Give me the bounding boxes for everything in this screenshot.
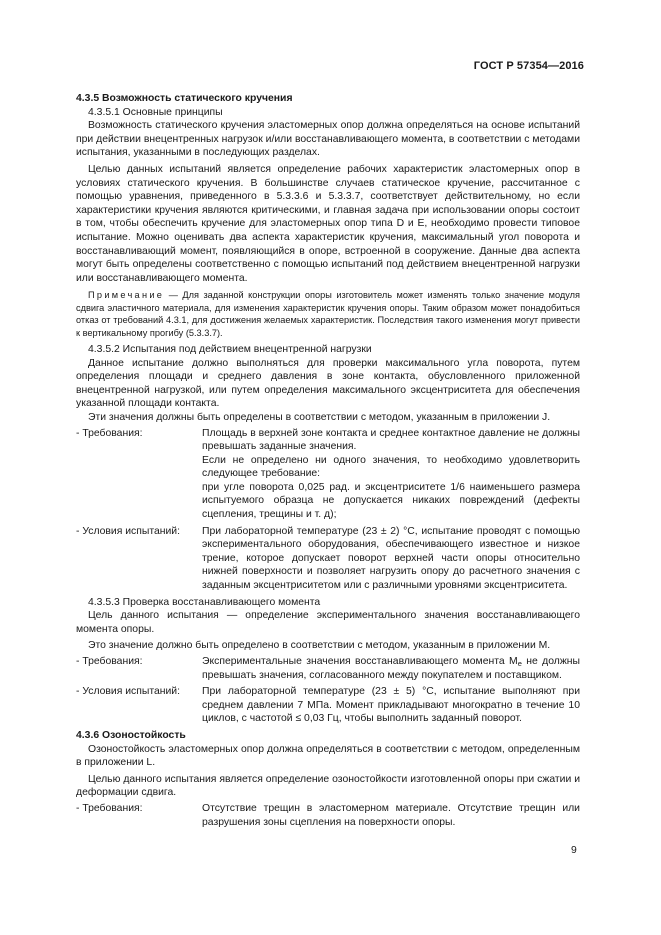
conditions-text — [202, 525, 580, 593]
subsection-4352-title: 4.3.5.2 Испытания под действием внецентренной нагрузки — [88, 343, 372, 355]
requirement-label: - Требования: — [76, 802, 143, 814]
requirement-line-1: Площадь в верхней зоне контакта и среднее контактное давление не должны превышать заданные значения. — [202, 427, 580, 453]
note-label: Примечание — [88, 290, 165, 301]
page-number: 9 — [571, 845, 577, 856]
paragraph-4352-2: Эти значения должны быть определены в соответствии с методом, указанным в приложении J. — [88, 411, 551, 423]
conditions-label: - Условия испытаний: — [76, 525, 180, 537]
paragraph-436-2: Целью данного испытания является определение озоностойкости изготовленной опоры при сжатии и деформации сдвига. — [76, 773, 580, 799]
conditions-text — [202, 685, 580, 726]
note-text: — Для заданной конструкции опоры изготовитель может изменять только значение модуля сдвига эластичного материала, для изменения характеристик кручения опоры. Таким образом может понадобиться отказ от требований 4.3.1, для достижения желаемых характеристик. Последствия такого изменения могут привести к вертикальному прогибу (5.3.3.7). — [76, 290, 580, 338]
conditions-line: При лабораторной температуре (23 ± 5) °С, испытание выполняют при среднем давлении 7 МПа. Момент прикладывают многократно в течение 10 циклов, с частотой ≤ 0,03 Гц, чтобы выполнить заданный поворот. — [202, 686, 580, 725]
requirement-text — [202, 802, 580, 829]
paragraph-436-1: Озоностойкость эластомерных опор должна определяться в соответствии с методом, определенным в приложении L. — [76, 743, 580, 769]
subsection-4353-title: 4.3.5.3 Проверка восстанавливающего момента — [88, 596, 321, 608]
document-body — [76, 92, 580, 832]
standard-header: ГОСТ Р 57354—2016 — [473, 60, 584, 72]
requirement-row-436 — [76, 802, 580, 829]
section-435-title: 4.3.5 Возможность статического кручения — [76, 93, 293, 104]
paragraph-4352-1: Данное испытание должно выполняться для проверки максимального угла поворота, путем определения площади и среднего давления в зоне контакта, обусловленного приложенной внецентренной нагрузкой, или путем определения максимального эксцентриситета для обеспечения указанной площади контакта. — [76, 357, 580, 410]
note-paragraph — [76, 289, 580, 339]
paragraph-4351-1: Возможность статического кручения эластомерных опор должна определяться на основе испытаний при действии внецентренных нагрузок и/или восстанавливающего момента, в соответствии с методами испытания, указанными в последующих разделах. — [76, 120, 580, 159]
requirement-label: - Требования: — [76, 656, 143, 667]
paragraph-4353-1: Цель данного испытания — определение экспериментального значения восстанавливающего момента опоры. — [76, 610, 580, 635]
requirement-label: - Требования: — [76, 427, 143, 439]
requirement-part-b: не должны превышать значения, согласованного между покупателем и поставщиком. — [202, 656, 580, 681]
conditions-row-4353 — [76, 685, 580, 726]
requirement-part-a: Экспериментальные значения восстанавливающего момента M — [202, 656, 518, 667]
subsection-4351-title: 4.3.5.1 Основные принципы — [88, 106, 223, 118]
conditions-line: При лабораторной температуре (23 ± 2) °С, испытание проводят с помощью экспериментального оборудования, обеспечивающего известное и низкое трение, которое допускает поворот верхней части опоры относительно нижней поверхности и позволяет нагрузить опору до расчетного значения с заданным эксцентриситетом или с различными уровнями эксцентриситета. — [202, 525, 580, 592]
requirement-line: Отсутствие трещин в эластомерном материале. Отсутствие трещин или разрушения зоны сцепления на поверхности опоры. — [202, 802, 580, 828]
requirement-row-4352 — [76, 427, 580, 522]
requirement-text — [202, 655, 580, 682]
conditions-label: - Условия испытаний: — [76, 686, 180, 698]
requirement-subscript: e — [517, 659, 522, 668]
requirement-line-2: Если не определено ни одного значения, то необходимо удовлетворить следующее требование: — [202, 454, 580, 480]
section-436-title: 4.3.6 Озоностойкость — [76, 729, 186, 741]
requirement-row-4353 — [76, 655, 580, 682]
requirement-text — [202, 427, 580, 522]
paragraph-4351-2: Целью данных испытаний является определение рабочих характеристик эластомерных опор в условиях статического кручения. В большинстве случаев статическое кручение, рассчитанное с помощью уравнения, приведенного в 5.3.3.6 и 5.3.3.7, соответствует действительному, но если характеристики кручения являются критическими, и главная задача при использовании опоры состоит в том, чтобы обеспечить кручение для эластомерных опор типа D и E, необходимо провести типовое испытание. Можно оценивать два аспекта характеристик кручения, максимальный угол поворота и восстанавливающий момент, появляющийся в опоре, встроенной в сооружение. Данные два аспекта могут быть определены соответственно с помощью испытаний под действием внецентренной нагрузки или восстанавливающего момента. — [76, 163, 580, 284]
requirement-line-3: при угле поворота 0,025 рад. и эксцентриситете 1/6 наименьшего размера испытуемого образца не допускается никаких повреждений (дефекты сцепления, трещины и т. д); — [202, 481, 580, 521]
paragraph-4353-2: Это значение должно быть определено в соответствии с методом, указанным в приложении M. — [88, 640, 551, 652]
conditions-row-4352 — [76, 525, 580, 593]
requirement-line — [202, 655, 580, 682]
